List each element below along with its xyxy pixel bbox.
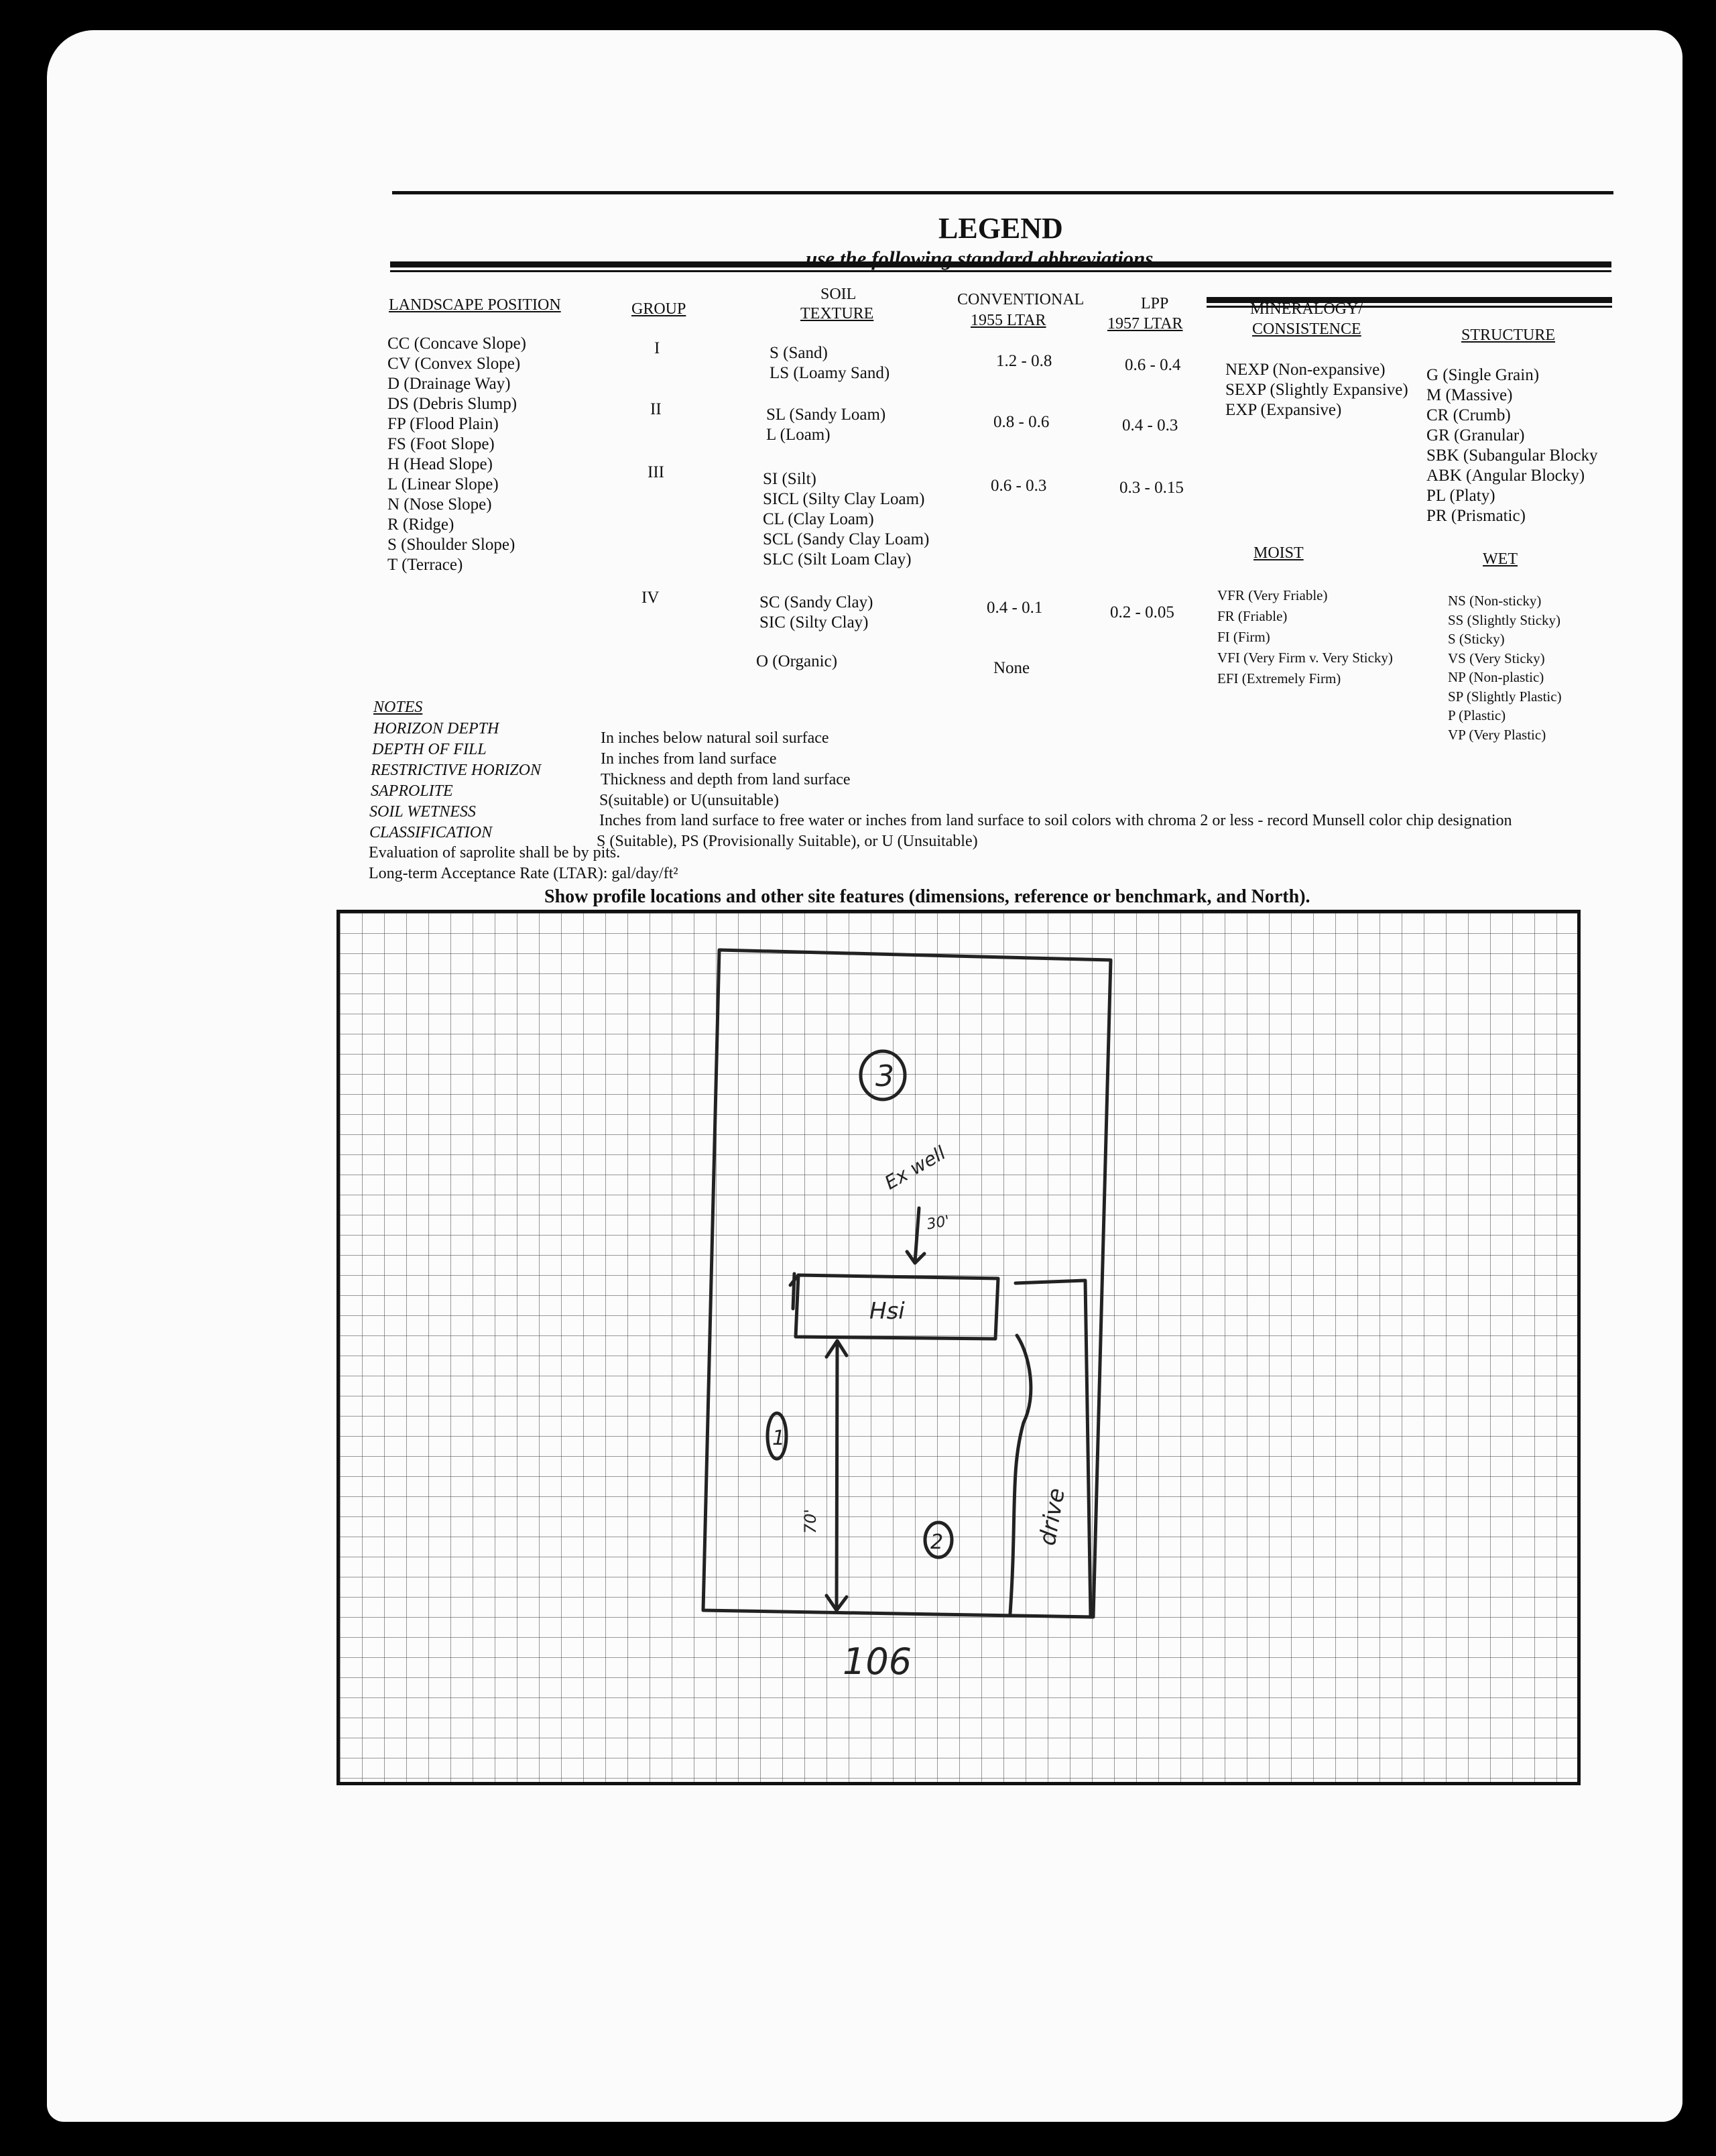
header-conventional-1: CONVENTIONAL [957,291,1085,308]
texture-group-3 [763,469,929,570]
header-lpp-1: LPP [1141,295,1169,312]
list-item: S (Sand) [770,344,828,362]
header-moist: MOIST [1253,544,1304,562]
profile-1-label: 1 [772,1427,786,1450]
list-item: VFI (Very Firm v. Very Sticky) [1217,650,1393,666]
list-item: SCL (Sandy Clay Loam) [763,530,930,548]
list-item: FS (Foot Slope) [387,435,495,453]
legend-title: LEGEND [938,212,1063,245]
header-mineralogy-1: MINERALOGY/ [1250,300,1363,318]
notes-label: SOIL WETNESS [369,803,476,821]
list-item: VP (Very Plastic) [1448,726,1546,743]
list-item: D (Drainage Way) [387,375,511,393]
lpp-value: 0.4 - 0.3 [1122,416,1178,434]
conventional-value: 0.8 - 0.6 [993,413,1050,431]
list-item: EFI (Extremely Firm) [1217,670,1341,686]
top-rule [392,191,1613,194]
notes-label: CLASSIFICATION [369,824,493,841]
dimension-70-label: 70' [801,1508,820,1534]
landscape-position-list [387,334,526,575]
list-item: SC (Sandy Clay) [759,593,873,611]
notes-label: SAPROLITE [371,782,453,800]
ltar-note: Long-term Acceptance Rate (LTAR): gal/day/ft² [369,865,678,882]
list-item: L (Linear Slope) [387,475,499,493]
list-item: PL (Platy) [1426,487,1495,505]
notes-label: HORIZON DEPTH [373,720,499,737]
group-2: II [650,400,662,418]
list-item: SICL (Silty Clay Loam) [763,490,925,508]
list-item: SP (Slightly Plastic) [1448,688,1562,705]
header-lpp-2: 1957 LTAR [1107,315,1183,333]
conventional-value: 0.4 - 0.1 [987,599,1043,617]
list-item: NS (Non-sticky) [1448,593,1542,609]
notes-label: RESTRICTIVE HORIZON [371,762,541,779]
driveway-label: drive [1034,1486,1070,1548]
list-item: CC (Concave Slope) [387,335,526,353]
list-item: SI (Silt) [763,470,816,488]
list-item: SIC (Silty Clay) [759,613,869,632]
handwritten-sketch [340,913,1577,1782]
list-item: SEXP (Slightly Expansive) [1225,381,1408,399]
site-sketch-grid [336,910,1581,1785]
notes-text: Thickness and depth from land surface [601,771,851,788]
list-item: SL (Sandy Loam) [766,406,886,424]
bottom-dimension-label: 106 [843,1640,912,1683]
moist-list [1217,585,1393,689]
header-structure: STRUCTURE [1461,326,1556,344]
list-item: M (Massive) [1426,386,1513,404]
list-item: GR (Granular) [1426,426,1525,444]
texture-group-2 [766,405,885,445]
list-item: SLC (Silt Loam Clay) [763,550,912,568]
mineralogy-list [1225,360,1408,420]
list-item: EXP (Expansive) [1225,401,1342,419]
profile-2-label: 2 [930,1531,944,1554]
list-item: R (Ridge) [387,516,454,534]
list-item: G (Single Grain) [1426,366,1540,384]
list-item: FP (Flood Plain) [387,415,499,433]
legend-subtitle: use the following standard abbreviations [806,247,1154,270]
list-item: T (Terrace) [387,556,463,574]
list-item: SS (Slightly Sticky) [1448,611,1561,628]
house-label: Hsi [869,1298,905,1325]
list-item: L (Loam) [766,426,831,444]
list-item: P (Plastic) [1448,707,1506,723]
group-3: III [648,463,664,481]
list-item: H (Head Slope) [387,455,493,473]
group-1: I [654,339,660,357]
list-item: DS (Debris Slump) [387,395,517,413]
header-soil-2: TEXTURE [800,305,874,322]
list-item: S (Shoulder Slope) [387,536,515,554]
notes-heading: NOTES [373,699,423,716]
list-item: CV (Convex Slope) [387,355,521,373]
lpp-value: 0.3 - 0.15 [1119,479,1184,497]
list-item: CR (Crumb) [1426,406,1511,424]
notes-text: Inches from land surface to free water or inches from land surface to soil colors with chroma 2 or less - record Munsell color chip designation [599,812,1512,829]
notes-label: DEPTH OF FILL [372,741,487,758]
header-group: GROUP [631,300,686,318]
list-item: PR (Prismatic) [1426,507,1526,525]
profile-3-label: 3 [875,1059,894,1093]
group-4: IV [641,589,660,607]
list-item: N (Nose Slope) [387,495,492,514]
header-landscape-position: LANDSCAPE POSITION [389,296,561,314]
saprolite-note: Evaluation of saprolite shall be by pits. [369,844,621,861]
list-item: NEXP (Non-expansive) [1225,361,1386,379]
notes-text: S(suitable) or U(unsuitable) [599,792,779,809]
header-soil-1: SOIL [820,286,857,303]
list-item: CL (Clay Loam) [763,510,874,528]
texture-organic: O (Organic) [756,652,838,670]
list-item: S (Sticky) [1448,631,1505,647]
conventional-value: 1.2 - 0.8 [996,352,1052,370]
notes-text: In inches from land surface [601,750,777,768]
list-item: FR (Friable) [1217,608,1288,624]
list-item: FI (Firm) [1217,629,1270,645]
header-conventional-2: 1955 LTAR [971,312,1046,329]
sketch-instruction: Show profile locations and other site features (dimensions, reference or benchmark, and North). [544,886,1310,907]
list-item: LS (Loamy Sand) [770,364,890,382]
header-mineralogy-2: CONSISTENCE [1252,320,1361,338]
texture-group-4 [759,593,873,633]
existing-well-label: Ex well [881,1142,950,1195]
list-item: VS (Very Sticky) [1448,650,1545,666]
lpp-value: 0.6 - 0.4 [1125,356,1181,374]
texture-group-1 [770,343,890,383]
header-wet: WET [1483,550,1518,568]
list-item: NP (Non-plastic) [1448,669,1544,685]
notes-text: In inches below natural soil surface [601,729,829,747]
list-item: SBK (Subangular Blocky [1426,446,1598,465]
list-item: VFR (Very Friable) [1217,587,1328,603]
notes-text: S (Suitable), PS (Provisionally Suitable), or U (Unsuitable) [597,833,978,850]
structure-list [1426,365,1598,526]
lpp-value: 0.2 - 0.05 [1110,603,1174,621]
well-distance-label: 30' [925,1213,951,1234]
wet-list [1448,591,1562,744]
conventional-value: 0.6 - 0.3 [991,477,1047,495]
list-item: ABK (Angular Blocky) [1426,467,1585,485]
conventional-value: None [993,659,1030,677]
